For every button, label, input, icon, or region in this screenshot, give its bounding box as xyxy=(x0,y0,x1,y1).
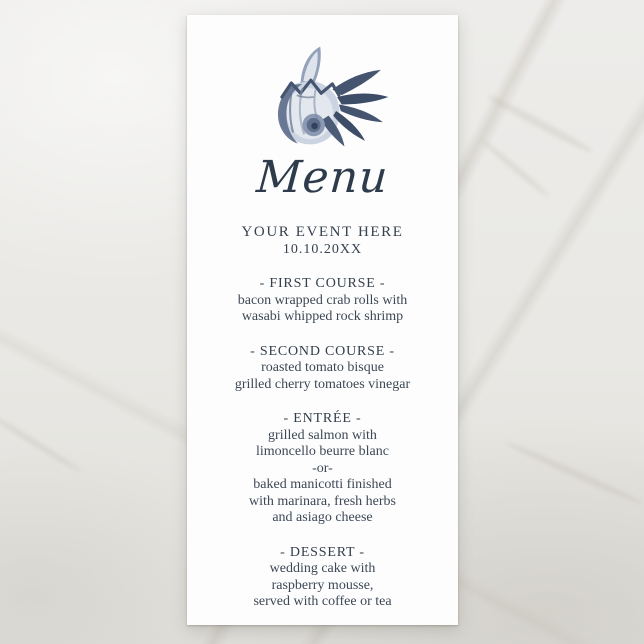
menu-item-line: grilled cherry tomatoes vinegar xyxy=(234,376,411,392)
menu-section-entree xyxy=(187,411,458,527)
menu-section-dessert xyxy=(187,545,458,611)
menu-section-second-course xyxy=(187,344,458,394)
menu-item-or-divider: -or- xyxy=(312,460,333,476)
event-name: YOUR EVENT HERE xyxy=(241,224,404,240)
menu-item-line: grilled salmon with xyxy=(268,427,377,443)
section-heading: - SECOND COURSE - xyxy=(250,343,395,359)
section-heading: - DESSERT - xyxy=(280,544,365,560)
menu-item-line: limoncello beurre blanc xyxy=(256,444,389,459)
marble-vein xyxy=(479,137,552,199)
seashell-icon xyxy=(248,41,398,153)
menu-title: Menu xyxy=(254,152,391,203)
menu-item-line: roasted tomato bisque xyxy=(261,360,384,375)
marble-vein xyxy=(485,92,595,155)
menu-section-first-course xyxy=(187,276,458,326)
menu-item-line: raspberry mousse, xyxy=(271,577,374,593)
menu-item-line: and asiago cheese xyxy=(272,510,373,525)
section-heading: - FIRST COURSE - xyxy=(259,276,386,291)
menu-item-line: bacon wrapped crab rolls with xyxy=(237,292,408,308)
menu-item-line: baked manicotti finished xyxy=(253,477,392,492)
menu-item-line: wasabi whipped rock shrimp xyxy=(241,309,404,324)
menu-card xyxy=(187,15,458,625)
marble-vein xyxy=(505,440,644,507)
section-heading: - ENTRÉE - xyxy=(283,411,362,426)
menu-item-line: served with coffee or tea xyxy=(253,594,392,609)
event-date: 10.10.20XX xyxy=(282,242,363,257)
marble-vein xyxy=(0,411,83,474)
menu-item-line: wedding cake with xyxy=(269,561,376,576)
menu-item-line: with marinara, fresh herbs xyxy=(249,493,396,509)
